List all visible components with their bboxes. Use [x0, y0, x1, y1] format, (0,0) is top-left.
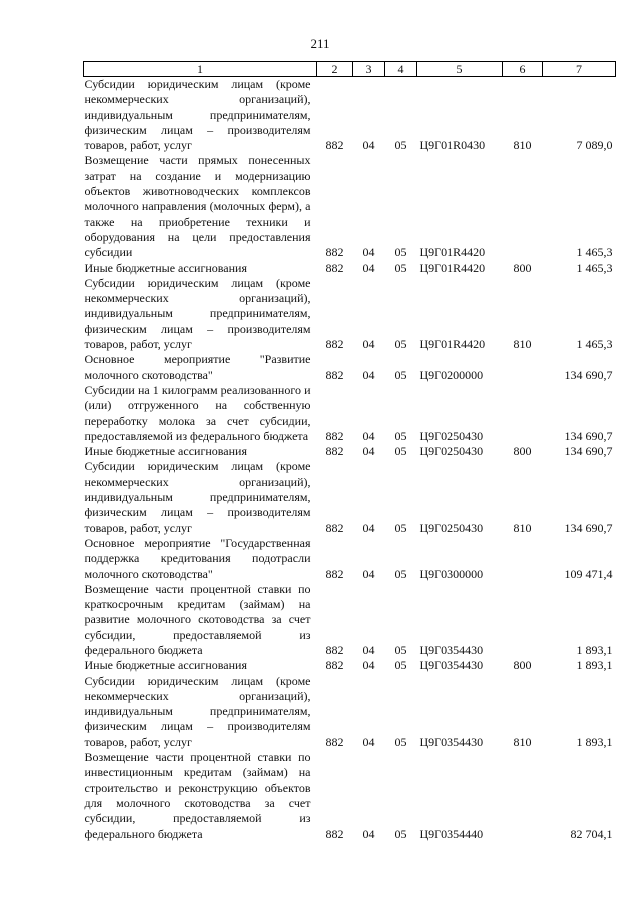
row-target-article: Ц9Г0250430	[419, 520, 484, 535]
row-ministry-code: 882	[325, 337, 344, 352]
row-target-article: Ц9Г0250430	[419, 428, 484, 443]
row-subsection: 05	[394, 658, 407, 673]
row-name: Субсидии юридическим лицам (кроме некоммерческих организаций), индивидуальным предпринимателям, физическим лицам – производителям товаров, работ, услуг	[84, 275, 311, 352]
row-amount: 134 690,7	[564, 444, 613, 459]
row-section: 04	[362, 566, 375, 581]
row-ministry-code: 882	[325, 826, 344, 841]
row-section: 04	[362, 658, 375, 673]
row-subsection: 05	[394, 734, 407, 749]
row-target-article: Ц9Г0354430	[419, 734, 484, 749]
row-section: 04	[362, 444, 375, 459]
row-section: 04	[362, 260, 375, 275]
row-amount: 1 893,1	[576, 658, 613, 673]
row-name: Субсидии юридическим лицам (кроме некоммерческих организаций), индивидуальным предпринимателям, физическим лицам – производителям товаров, работ, услуг	[84, 459, 311, 535]
row-expense-type	[503, 750, 543, 842]
column-header-2: 2	[317, 62, 353, 77]
row-section: 04	[362, 367, 375, 382]
row-amount: 134 690,7	[564, 520, 613, 535]
row-subsection: 05	[394, 444, 407, 459]
row-section: 04	[362, 734, 375, 749]
row-amount: 82 704,1	[570, 826, 613, 841]
row-ministry-code: 882	[325, 260, 344, 275]
row-expense-type	[503, 536, 543, 582]
table-row	[84, 674, 616, 750]
row-ministry-code: 882	[325, 245, 344, 260]
budget-table	[83, 61, 616, 842]
row-name: Субсидии юридическим лицам (кроме некоммерческих организаций), индивидуальным предпринимателям, физическим лицам – производителям товаров, работ, услуг	[84, 77, 311, 153]
row-target-article: Ц9Г0354440	[419, 826, 484, 841]
row-target-article: Ц9Г0300000	[419, 566, 484, 581]
row-section: 04	[362, 520, 375, 535]
row-expense-type: 800	[513, 444, 532, 459]
column-header-3: 3	[353, 62, 385, 77]
row-amount: 1 465,3	[576, 245, 613, 260]
row-expense-type	[503, 153, 543, 260]
table-row	[84, 582, 616, 658]
row-ministry-code: 882	[325, 734, 344, 749]
row-name: Иные бюджетные ассигнования	[84, 444, 247, 459]
row-name: Субсидии юридическим лицам (кроме некоммерческих организаций), индивидуальным предпринимателям, физическим лицам – производителям товаров, работ, услуг	[84, 673, 311, 749]
table-row	[84, 658, 616, 673]
column-header-1: 1	[84, 62, 317, 77]
row-subsection: 05	[394, 260, 407, 275]
row-target-article: Ц9Г01R4420	[419, 260, 486, 275]
row-expense-type: 800	[513, 260, 532, 275]
row-section: 04	[362, 428, 375, 443]
row-ministry-code: 882	[325, 520, 344, 535]
row-ministry-code: 882	[325, 642, 344, 657]
row-name: Субсидии на 1 килограмм реализованного и (или) отгруженного на собственную переработку молока за счет субсидии, предоставляемой из федерального бюджета	[84, 382, 311, 443]
row-name: Основное мероприятие "Развитие молочного скотоводства"	[84, 352, 311, 382]
row-expense-type: 810	[513, 520, 532, 535]
row-expense-type: 800	[513, 658, 532, 673]
table-row	[84, 750, 616, 842]
row-subsection: 05	[394, 245, 407, 260]
row-ministry-code: 882	[325, 367, 344, 382]
row-name: Иные бюджетные ассигнования	[84, 260, 247, 275]
table-row	[84, 153, 616, 260]
table-row	[84, 536, 616, 582]
page-number: 211	[310, 36, 330, 51]
row-target-article: Ц9Г01R4420	[419, 337, 486, 352]
row-target-article: Ц9Г0354430	[419, 658, 484, 673]
row-target-article: Ц9Г0354430	[419, 642, 484, 657]
table-body	[84, 77, 616, 842]
table-row	[84, 444, 616, 459]
table-row	[84, 77, 616, 154]
row-expense-type: 810	[513, 734, 532, 749]
row-section: 04	[362, 642, 375, 657]
row-subsection: 05	[394, 642, 407, 657]
row-ministry-code: 882	[325, 444, 344, 459]
row-name: Основное мероприятие "Государственная поддержка кредитования подотрасли молочного скотоводства"	[84, 535, 311, 581]
table-row	[84, 276, 616, 352]
row-subsection: 05	[394, 367, 407, 382]
row-amount: 1 465,3	[576, 260, 613, 275]
row-expense-type	[503, 582, 543, 658]
row-expense-type	[503, 352, 543, 383]
table-row	[84, 383, 616, 444]
row-section: 04	[362, 826, 375, 841]
table-row	[84, 459, 616, 535]
row-expense-type: 810	[513, 138, 532, 153]
table-header-row	[84, 62, 616, 77]
row-section: 04	[362, 138, 375, 153]
column-header-6: 6	[503, 62, 543, 77]
row-target-article: Ц9Г01R0430	[419, 138, 486, 153]
row-amount: 109 471,4	[564, 566, 613, 581]
row-expense-type: 810	[513, 337, 532, 352]
column-header-7: 7	[543, 62, 616, 77]
row-expense-type	[503, 383, 543, 444]
row-amount: 1 893,1	[576, 642, 613, 657]
row-amount: 134 690,7	[564, 367, 613, 382]
row-ministry-code: 882	[325, 658, 344, 673]
row-ministry-code: 882	[325, 428, 344, 443]
row-subsection: 05	[394, 337, 407, 352]
row-amount: 1 465,3	[576, 337, 613, 352]
row-section: 04	[362, 337, 375, 352]
row-subsection: 05	[394, 566, 407, 581]
row-name: Возмещение части процентной ставки по краткосрочным кредитам (займам) на развитие молочного скотоводства за счет субсидии, предоставляемой из федерального бюджета	[84, 581, 311, 657]
column-header-4: 4	[385, 62, 417, 77]
row-ministry-code: 882	[325, 566, 344, 581]
row-target-article: Ц9Г0250430	[419, 444, 484, 459]
row-amount: 1 893,1	[576, 734, 613, 749]
row-target-article: Ц9Г01R4420	[419, 245, 486, 260]
row-amount: 134 690,7	[564, 428, 613, 443]
row-amount: 7 089,0	[576, 138, 613, 153]
row-subsection: 05	[394, 826, 407, 841]
row-ministry-code: 882	[325, 138, 344, 153]
row-section: 04	[362, 245, 375, 260]
row-name: Возмещение части прямых понесенных затрат на создание и модернизацию объектов животноводческих комплексов молочного направления (молочных ферм), а также на приобретение техники и оборудования на цели предоставления субсидии	[84, 153, 311, 260]
row-subsection: 05	[394, 138, 407, 153]
row-name: Возмещение части процентной ставки по инвестиционным кредитам (займам) на строительство и реконструкцию объектов для молочного скотоводства за счет субсидии, предоставляемой из федерального бюджета	[84, 750, 311, 841]
row-subsection: 05	[394, 428, 407, 443]
table-row	[84, 352, 616, 383]
row-subsection: 05	[394, 520, 407, 535]
row-target-article: Ц9Г0200000	[419, 367, 484, 382]
column-header-5: 5	[417, 62, 503, 77]
table-row	[84, 261, 616, 276]
row-name: Иные бюджетные ассигнования	[84, 658, 247, 673]
